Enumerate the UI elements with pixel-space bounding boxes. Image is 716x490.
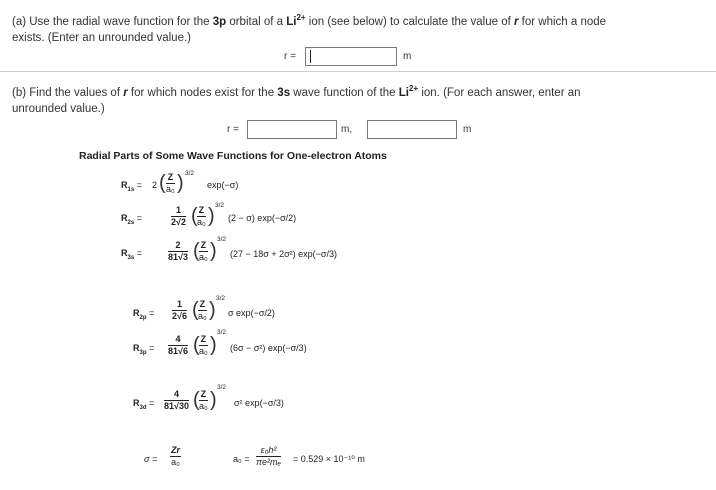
part-b-unit-1: m, <box>341 124 353 135</box>
r1s-label: $R_{1s}$ = <box>121 180 142 193</box>
r3s-label: $R_{3s}$ = <box>121 248 142 261</box>
r2s-tail: (2 − σ) exp(−σ/2) <box>228 213 297 223</box>
divider <box>0 71 716 72</box>
z-over-a0: $\frac{Z}{\text{a₀}}$ <box>197 205 206 227</box>
z-over-a0: $\frac{Z}{\text{a₀}}$ <box>166 172 175 194</box>
a0-lhs: a₀ = <box>233 454 250 464</box>
r2p-tail: σ exp(−σ/2) <box>228 308 275 318</box>
paren-right: ) <box>210 240 217 262</box>
a0-value: = 0.529 × 10⁻¹⁰ m <box>293 454 365 464</box>
part-b-r-label: r = <box>227 124 239 135</box>
part-a-question: (a) Use the radial wave function for the 3p orbital of a $Li^{2+}$ ion (see below) to calculate the value of r for which a node exists. (Enter an unrounded value.) <box>12 13 607 44</box>
power-3-2: 3/2 <box>217 329 227 336</box>
r2p-label: $R_{2p}$ = <box>133 308 155 321</box>
r1s-coef: 2 <box>152 180 158 190</box>
paren-right: ) <box>177 172 184 194</box>
paren-left: ( <box>191 205 198 227</box>
paren-right: ) <box>209 299 216 321</box>
z-over-a0: $\frac{Z}{\text{a₀}}$ <box>198 299 207 321</box>
part-b-answer-input-2[interactable] <box>367 120 457 139</box>
power-3-2: 3/2 <box>217 236 227 243</box>
paren-right: ) <box>208 205 215 227</box>
r3s-tail: (27 − 18σ + 2σ²) exp(−σ/3) <box>230 249 337 259</box>
paren-right: ) <box>210 334 217 356</box>
part-a-unit: m <box>403 51 412 62</box>
part-b-question: (b) Find the values of r for which nodes exist for the 3s wave function of the $Li^{2+}$ ion. (For each answer, enter an unrounded value.) <box>12 84 581 115</box>
r3p-tail: (6σ − σ²) exp(−σ/3) <box>230 343 307 353</box>
sigma-lhs: σ = <box>144 454 158 464</box>
paren-left: ( <box>193 240 200 262</box>
paren-left: ( <box>193 389 200 411</box>
r3s-coef: $\frac{2}{81√3}$ <box>168 240 188 262</box>
paren-left: ( <box>159 172 166 194</box>
power-3-2: 3/2 <box>185 170 195 177</box>
part-b-answer-input-1[interactable] <box>247 120 337 139</box>
r2s-coef: $\frac{1}{2√2}$ <box>171 205 186 227</box>
part-a-answer-input[interactable] <box>305 47 397 66</box>
r3d-label: $R_{3d}$ = <box>133 398 155 411</box>
sigma-frac: $\frac{Zr}{\text{a₀}}$ <box>171 445 180 467</box>
r3d-tail: σ² exp(−σ/3) <box>234 398 284 408</box>
z-over-a0: $\frac{Z}{\text{a₀}}$ <box>199 389 208 411</box>
table-title: Radial Parts of Some Wave Functions for One-electron Atoms <box>79 150 387 162</box>
part-a-r-label: r = <box>284 51 296 62</box>
r1s-tail: exp(−σ) <box>207 180 239 190</box>
r2s-label: $R_{2s}$ = <box>121 213 142 226</box>
power-3-2: 3/2 <box>215 202 225 209</box>
r2p-coef: $\frac{1}{2√6}$ <box>172 299 187 321</box>
power-3-2: 3/2 <box>217 384 227 391</box>
r3p-label: $R_{3p}$ = <box>133 343 155 356</box>
power-3-2: 3/2 <box>216 295 226 302</box>
z-over-a0: $\frac{Z}{\text{a₀}}$ <box>199 334 208 356</box>
paren-left: ( <box>192 299 199 321</box>
paren-left: ( <box>193 334 200 356</box>
r3p-coef: $\frac{4}{81√6}$ <box>168 334 188 356</box>
paren-right: ) <box>210 389 217 411</box>
text-cursor <box>310 50 311 63</box>
a0-frac: $\frac{\text{ε₀h²}}{\text{πe²mₑ}}$ <box>256 445 282 467</box>
z-over-a0: $\frac{Z}{\text{a₀}}$ <box>199 240 208 262</box>
part-b-unit-2: m <box>463 124 472 135</box>
r3d-coef: $\frac{4}{81√30}$ <box>164 389 189 411</box>
